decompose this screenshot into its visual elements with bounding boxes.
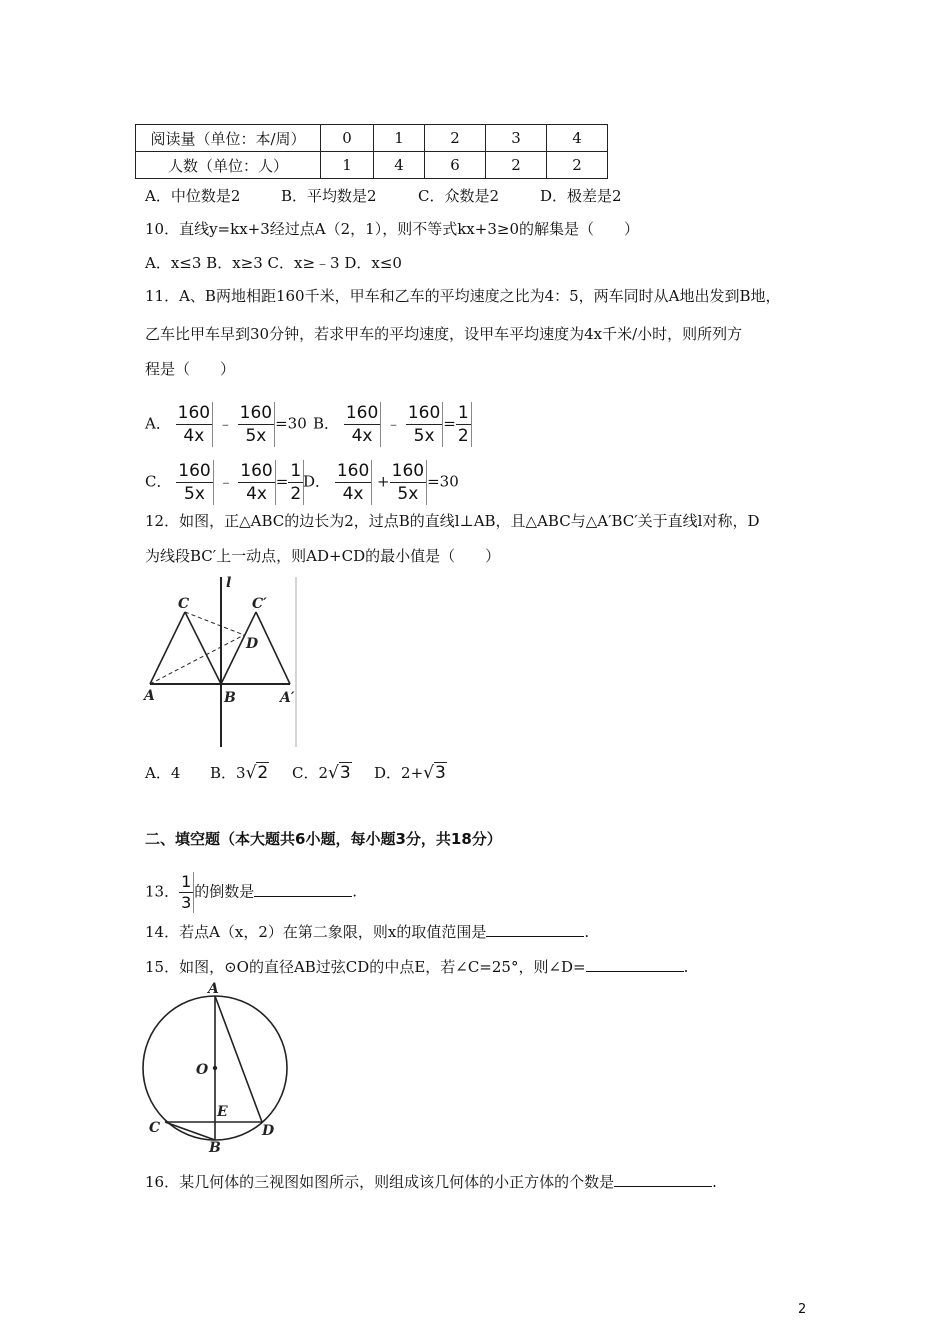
numerator: 160 (177, 403, 211, 423)
denominator: 4x (246, 484, 267, 504)
fraction (344, 402, 381, 447)
q12-option-d (374, 762, 447, 783)
label-c: C (178, 596, 190, 612)
q12-option-b (210, 762, 269, 783)
question-text: 14．若点A（x，2）在第二象限，则x的取值范围是 (145, 923, 487, 941)
q9-option-c: C．众数是2 (418, 187, 500, 205)
denominator: 2 (290, 484, 302, 504)
q9-option-d: D．极差是2 (540, 187, 622, 205)
option-text: B．3 (210, 764, 246, 782)
fraction (406, 402, 443, 447)
answer-blank[interactable] (486, 920, 584, 937)
fraction (456, 402, 472, 447)
option-label: C． (145, 472, 172, 491)
q11-option-d (303, 460, 459, 505)
segment-c2a2 (256, 612, 290, 684)
label-b: B (224, 690, 236, 706)
label-a: A (208, 982, 219, 997)
denominator: 5x (413, 426, 435, 446)
equals: = (443, 414, 456, 433)
q11-option-a (145, 402, 307, 447)
q11-line3: 程是（ ） (145, 360, 236, 378)
q9-option-b: B．平均数是2 (281, 187, 377, 205)
denominator: 4x (351, 426, 373, 446)
q11-option-c (145, 460, 304, 505)
numerator: 1 (290, 461, 302, 481)
option-label: D． (303, 472, 331, 491)
segment-ac (150, 612, 185, 684)
denominator: 4x (183, 426, 205, 446)
fraction (238, 460, 275, 505)
denominator: 4x (342, 484, 364, 504)
operator: ﹣ (386, 414, 402, 433)
sqrt: √3 (423, 763, 446, 783)
numerator: 160 (345, 403, 379, 423)
question-text: 的倒数是 (194, 882, 255, 901)
q14 (145, 920, 589, 942)
label-c-prime: C′ (252, 596, 267, 612)
table-row (136, 152, 608, 179)
numerator: 160 (178, 461, 211, 481)
section-heading: 二、填空题（本大题共6小题，每小题3分，共18分） (145, 830, 502, 848)
reading-table (135, 124, 608, 179)
table-header-reading: 阅读量（单位：本/周） (136, 125, 321, 152)
rhs: =30 (427, 472, 459, 491)
denominator: 5x (397, 484, 419, 504)
numerator: 160 (407, 403, 441, 423)
numerator: 160 (240, 461, 273, 481)
numerator: 160 (336, 461, 370, 481)
numerator: 1 (181, 872, 192, 891)
label-o: O (196, 1062, 209, 1078)
rhs: =30 (275, 414, 307, 433)
q15 (145, 955, 688, 977)
table-cell: 1 (374, 125, 425, 152)
table-row (136, 125, 608, 152)
period: . (712, 1173, 717, 1191)
table-cell: 2 (486, 152, 547, 179)
table-header-people: 人数（单位：人） (136, 152, 321, 179)
label-d: D (246, 636, 259, 652)
sqrt: √3 (328, 763, 351, 783)
q11-line2: 乙车比甲车早到30分钟，若求甲车的平均速度，设甲车平均速度为4x千米/小时，则所列方 (145, 325, 743, 343)
label-d: D (262, 1123, 275, 1139)
fraction (288, 460, 304, 505)
denominator: 5x (184, 484, 205, 504)
q12-option-c (292, 762, 352, 783)
table-cell: 4 (374, 152, 425, 179)
q12-line1: 12．如图，正△ABC的边长为2，过点B的直线l⊥AB，且△ABC与△A′BC′关于直线l对称，D (145, 512, 760, 530)
table-cell: 3 (486, 125, 547, 152)
q12-option-a: A．4 (145, 764, 181, 782)
operator: ﹣ (218, 472, 234, 491)
fraction (176, 402, 213, 447)
operator: ﹣ (217, 414, 233, 433)
equals: = (275, 472, 289, 491)
table-cell: 0 (321, 125, 374, 152)
segment-ad (150, 635, 244, 684)
answer-blank[interactable] (614, 1170, 712, 1187)
period: . (683, 958, 689, 976)
numerator: 160 (239, 403, 273, 423)
denominator: 5x (245, 426, 267, 446)
label-c: C (149, 1120, 161, 1136)
fraction (179, 872, 194, 913)
radicand: 3 (434, 763, 446, 783)
q11-line1: 11．A、B两地相距160千米，甲车和乙车的平均速度之比为4：5，两车同时从A地出发到B地， (145, 287, 781, 305)
label-a-prime: A′ (280, 690, 295, 706)
q16 (145, 1170, 717, 1192)
question-number: 13． (145, 882, 180, 901)
table-cell: 2 (425, 125, 486, 152)
segment-cb (165, 1122, 215, 1140)
radicand: 3 (339, 763, 351, 783)
numerator: 1 (457, 403, 469, 423)
option-label: B． (313, 414, 340, 433)
period: . (352, 882, 358, 901)
page-number: 2 (798, 1302, 807, 1317)
label-a: A (144, 688, 155, 704)
table-cell: 2 (547, 152, 608, 179)
answer-blank[interactable] (254, 880, 352, 897)
segment-cb (185, 612, 221, 684)
q10-text: 10．直线y=kx+3经过点A（2，1），则不等式kx+3≥0的解集是（ ） (145, 220, 639, 238)
segment-cd (185, 612, 244, 635)
table-cell: 4 (547, 125, 608, 152)
table-cell: 1 (321, 152, 374, 179)
q10-options: A．x≤3 B．x≥3 C．x≥﹣3 D．x≤0 (145, 254, 402, 272)
radicand: 2 (257, 763, 269, 783)
q13 (145, 872, 357, 913)
center-point (213, 1066, 217, 1070)
fraction (176, 460, 213, 505)
answer-blank[interactable] (586, 955, 684, 972)
q12-line2: 为线段BC′上一动点，则AD+CD的最小值是（ ） (145, 547, 501, 565)
option-text: D．2+ (374, 764, 424, 782)
table-cell: 6 (425, 152, 486, 179)
question-text: 15．如图，⊙O的直径AB过弦CD的中点E，若∠C=25°，则∠D= (145, 958, 586, 976)
period: . (584, 923, 590, 941)
label-l: l (226, 575, 232, 591)
fraction (390, 460, 427, 505)
sqrt: √2 (245, 763, 269, 783)
fraction (335, 460, 372, 505)
label-e: E (217, 1104, 228, 1120)
circle-figure (140, 982, 290, 1152)
fraction (238, 402, 275, 447)
operator: + (377, 472, 390, 491)
label-b: B (209, 1140, 221, 1152)
option-text: C．2 (292, 764, 329, 782)
denominator: 3 (181, 893, 192, 912)
question-text: 16．某几何体的三视图如图所示，则组成该几何体的小正方体的个数是 (145, 1173, 615, 1191)
q11-option-b (313, 402, 472, 447)
triangle-figure (140, 575, 310, 753)
numerator: 160 (391, 461, 425, 481)
q9-option-a: A．中位数是2 (145, 187, 241, 205)
option-label: A． (145, 414, 171, 433)
denominator: 2 (457, 426, 469, 446)
